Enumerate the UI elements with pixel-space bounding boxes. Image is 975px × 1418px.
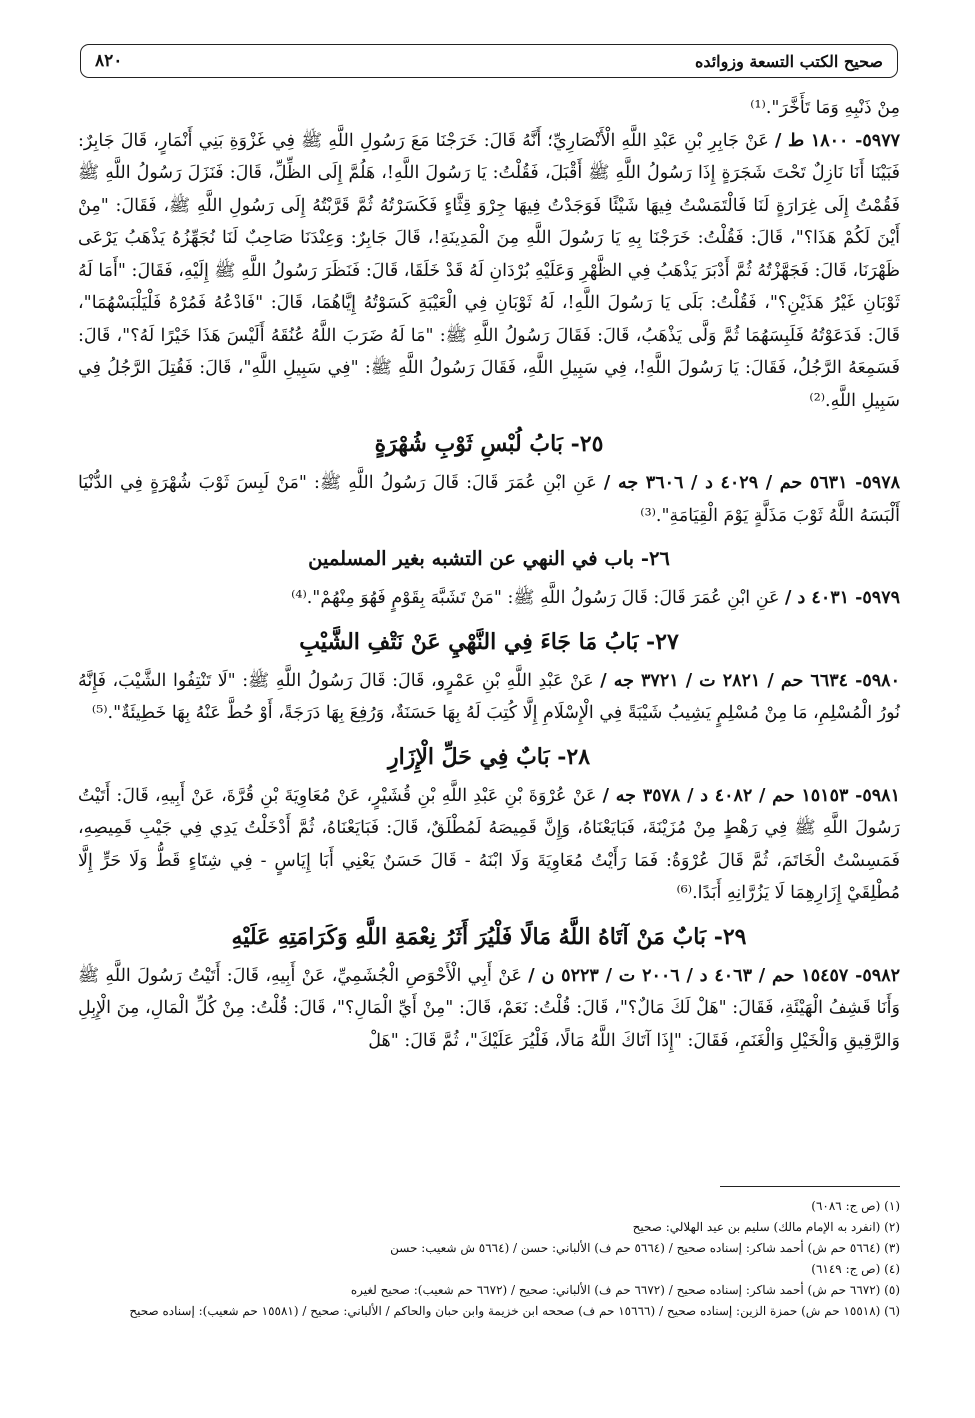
chapter-heading-27: ٢٧- بَابُ مَا جَاءَ فِي النَّهْيِ عَنْ نَتْفِ الشَّيْبِ <box>299 628 679 655</box>
opening-line: مِنْ ذَنْبِهِ وَمَا تَأَخَّرَ".⁽¹⁾ <box>750 98 900 118</box>
hadith-ref: ٥٩٨٠- ٦٦٣٤ حم / ٢٨٢١ ت / ٣٧٢١ جه / <box>600 670 900 691</box>
hadith-5979 <box>78 582 900 615</box>
footnote-5: (٥) (٦٦٧٢ حم ش) أحمد شاكر: إسناده صحيح / (٦٦٧٢ حم ف) الألباني: صحيح / (٦٦٧٢ حم شعيب): صحيح لغيره <box>350 1283 900 1297</box>
hadith-text: عَنْ جَابِرِ بْنِ عَبْدِ اللَّهِ الْأَنْصَارِيِّ؛ أَنَّهُ قَالَ: خَرَجْنَا مَعَ رَسُولِ اللَّهِ ﷺ فِي غَزْوَةِ بَنِي أَنْمَارٍ، قَالَ جَابِرٌ: فَبَيْنَا أَنَا نَازِلٌ تَحْتَ شَجَرَةٍ إِذَا رَسُولُ اللَّهِ ﷺ أَقْبَلَ، فَقُلْتُ: يَا رَسُولَ اللَّهِ!، هَلُمَّ إِلَى الظِّلِّ، قَالَ: فَنَزَلَ رَسُولُ اللَّهِ ﷺ فَقُمْتُ إِلَى غِرَارَةٍ لَنَا فَالْتَمَسْتُ فِيهَا شَيْئًا فَوَجَدْتُ فِيهَا جِرْوَ قِثَّاءٍ فَكَسَرْتُهُ ثُمَّ قَرَّبْتُهُ إِلَى رَسُولِ اللَّهِ ﷺ، فَقَالَ: "مِنْ أَيْنَ لَكُمْ هَذَا؟"، قَالَ: فَقُلْتُ: خَرَجْنَا بِهِ يَا رَسُولَ اللَّهِ مِنَ الْمَدِينَةِ!، قَالَ جَابِرٌ: وَعِنْدَنَا صَاحِبٌ لَنَا نُجَهِّزُهُ يَذْهَبُ يَرْعَى ظَهْرَنَا، قَالَ: فَجَهَّزْتُهُ ثُمَّ أَدْبَرَ يَذْهَبُ فِي الظَّهْرِ وَعَلَيْهِ بُرْدَانِ لَهُ قَدْ خَلَقَا، قَالَ: فَنَظَرَ رَسُولُ اللَّهِ ﷺ إِلَيْهِ، فَقَالَ: "أَمَا لَهُ ثَوْبَانِ غَيْرُ هَذَيْنِ؟"، فَقُلْتُ: بَلَى يَا رَسُولَ اللَّهِ!، لَهُ ثَوْبَانِ فِي الْعَيْبَةِ كَسَوْتُهُ إِيَّاهُمَا، قَالَ: "فَادْعُهُ فَمُرْهُ فَلْيَلْبَسْهُمَا"، قَالَ: فَدَعَوْتُهُ فَلَبِسَهُمَا ثُمَّ وَلَّى يَذْهَبُ، قَالَ: فَقَالَ رَسُولُ اللَّهِ ﷺ: "مَا لَهُ ضَرَبَ اللَّهُ عُنُقَهُ أَلَيْسَ هَذَا خَيْرًا لَهُ؟"، قَالَ: فَسَمِعَهُ الرَّجُلُ، فَقَالَ: يَا رَسُولَ اللَّهِ!، فِي سَبِيلِ اللَّهِ، فَقَالَ رَسُولُ اللَّهِ ﷺ: "فِي سَبِيلِ اللَّهِ"، قَالَ: فَقُتِلَ الرَّجُلُ فِي سَبِيلِ اللَّهِ.⁽²⁾ <box>78 130 900 411</box>
footnote-divider <box>720 1186 900 1187</box>
hadith-text: عَنْ أَبِي الْأَحْوَصِ الْجُشَمِيِّ، عَنْ أَبِيهِ، قَالَ: أَتَيْتُ رَسُولَ اللَّهِ ﷺ وَأَنَا قَشِفُ الْهَيْئَةِ، فَقَالَ: "هَلْ لَكَ مَالٌ؟"، قَالَ: قُلْتُ: نَعَمْ، قَالَ: "مِنْ أَيِّ الْمَالِ؟"، قَالَ: قُلْتُ: مِنْ كُلِّ الْمَالِ، مِنَ الْإِبِلِ وَالرَّقِيقِ وَالْخَيْلِ وَالْغَنَمِ، فَقَالَ: "إِذَا آتَاكَ اللَّهُ مَالًا، فَلْيُرَ عَلَيْكَ"، ثُمَّ قَالَ: "هَلْ <box>78 965 900 1051</box>
hadith-text: عَنِ ابْنِ عُمَرَ قَالَ: قَالَ رَسُولُ اللَّهِ ﷺ: "مَنْ تَشَبَّهَ بِقَوْمٍ فَهُوَ مِنْهُمْ".⁽⁴⁾ <box>291 588 780 608</box>
running-header <box>80 44 898 78</box>
footnotes <box>78 1196 900 1322</box>
hadith-text: عَنْ عُرْوَةَ بْنِ عَبْدِ اللَّهِ بْنِ قُشَيْرٍ، عَنْ مُعَاوِيَةَ بْنِ قُرَّةَ، عَنْ أَبِيهِ، قَالَ: أَتَيْتُ رَسُولَ اللَّهِ ﷺ فِي رَهْطٍ مِنْ مُزَيْنَةَ، فَبَايَعْنَاهُ، وَإِنَّ قَمِيصَهُ لَمُطْلَقٌ، قَالَ: فَبَايَعْنَاهُ، ثُمَّ أَدْخَلْتُ يَدِي فِي جَيْبِ قَمِيصِهِ، فَمَسِسْتُ الْخَاتَمَ، ثُمَّ قَالَ عُرْوَةُ: فَمَا رَأَيْتُ مُعَاوِيَةَ وَلَا ابْنَهُ - قَالَ حَسَنٌ يَعْنِي أَبَا إِيَاسٍ - فِي شِتَاءٍ قَطُّ وَلَا حَرٍّ إِلَّا مُطْلِقَيْ إِزَارِهِمَا لَا يَزُرَّانِهِ أَبَدًا.⁽⁶⁾ <box>78 785 900 903</box>
hadith-ref: ٥٩٨٢- ١٥٤٥٧ حم / ٤٠٦٣ د / ٢٠٠٦ ت / ٥٢٢٣ ن / <box>528 965 900 986</box>
hadith-5982 <box>78 960 900 1058</box>
footnote-1: (١) (ص ج: ٦٠٨٦) <box>811 1199 900 1213</box>
hadith-5981 <box>78 780 900 910</box>
page-number: ٨٢٠ <box>95 51 123 71</box>
chapter-heading-25: ٢٥- بَابُ لُبْسِ ثَوْبِ شُهْرَةٍ <box>374 431 604 457</box>
footnote-6: (٦) (١٥٥١٨ حم ش) حمزة الزين: إسناده صحيح / (١٥٦٦٦ حم ف) صححه ابن خزيمة وابن حبان والحاكم / الألباني: صحيح / (١٥٥٨١ حم شعيب): إسناده صحيح <box>129 1304 900 1318</box>
hadith-text: عَنِ ابْنِ عُمَرَ قَالَ: قَالَ رَسُولُ اللَّهِ ﷺ: "مَنْ لَبِسَ ثَوْبَ شُهْرَةٍ فِي الدُّنْيَا أَلْبَسَهُ اللَّهُ ثَوْبَ مَذَلَّةٍ يَوْمَ الْقِيَامَةِ".⁽³⁾ <box>78 473 900 526</box>
hadith-ref: ٥٩٧٧- ١٨٠٠ ط / <box>774 130 900 151</box>
chapter-heading-29: ٢٩- بَابٌ مَنْ آتَاهُ اللَّهُ مَالًا فَلْيُرَ أَثَرُ نِعْمَةِ اللَّهِ وَكَرَامَتِهِ عَلَيْهِ <box>231 923 747 950</box>
main-text <box>78 92 900 1057</box>
hadith-text: عَنْ عَبْدِ اللَّهِ بْنِ عَمْرٍو، قَالَ: قَالَ رَسُولُ اللَّهِ ﷺ: "لَا تَنْتِفُوا الشَّيْبَ، فَإِنَّهُ نُورُ الْمُسْلِمِ، مَا مِنْ مُسْلِمٍ يَشِيبُ شَيْبَةً فِي الْإِسْلَامِ إِلَّا كُتِبَ لَهُ بِهَا حَسَنَةٌ، وَرُفِعَ بِهَا دَرَجَةً، أَوْ حُطَّ عَنْهُ بِهَا خَطِيئَةٌ".⁽⁵⁾ <box>78 670 900 723</box>
footnote-2: (٢) (انفرد به الإمام مالك) سليم بن عيد الهلالي: صحيح <box>632 1220 900 1234</box>
hadith-5977 <box>78 125 900 418</box>
hadith-5980 <box>78 665 900 730</box>
hadith-ref: ٥٩٨١- ١٥١٥٣ حم / ٤٠٨٢ د / ٣٥٧٨ جه / <box>602 785 900 806</box>
chapter-heading-26: ٢٦- باب في النهي عن التشبه بغير المسلمين <box>308 547 670 570</box>
book-title: صحيح الكتب التسعة وزوائده <box>694 51 883 71</box>
chapter-heading-28: ٢٨- بَابٌ فِي حَلِّ الْإِزَارِ <box>387 743 591 770</box>
hadith-ref: ٥٩٧٨- ٥٦٣١ حم / ٤٠٢٩ د / ٣٦٠٦ جه / <box>603 473 900 493</box>
footnote-3: (٣) (٥٦٦٤ حم ش) أحمد شاكر: إسناده صحيح / (٥٦٦٤ حم ف) الألباني: حسن / (٥٦٦٤ ش شعيب: حسن <box>390 1241 900 1255</box>
hadith-5978 <box>78 467 900 532</box>
footnote-4: (٤) (ص ج: ٦١٤٩) <box>811 1262 900 1276</box>
hadith-ref: ٥٩٧٩- ٤٠٣١ د / <box>785 588 900 608</box>
